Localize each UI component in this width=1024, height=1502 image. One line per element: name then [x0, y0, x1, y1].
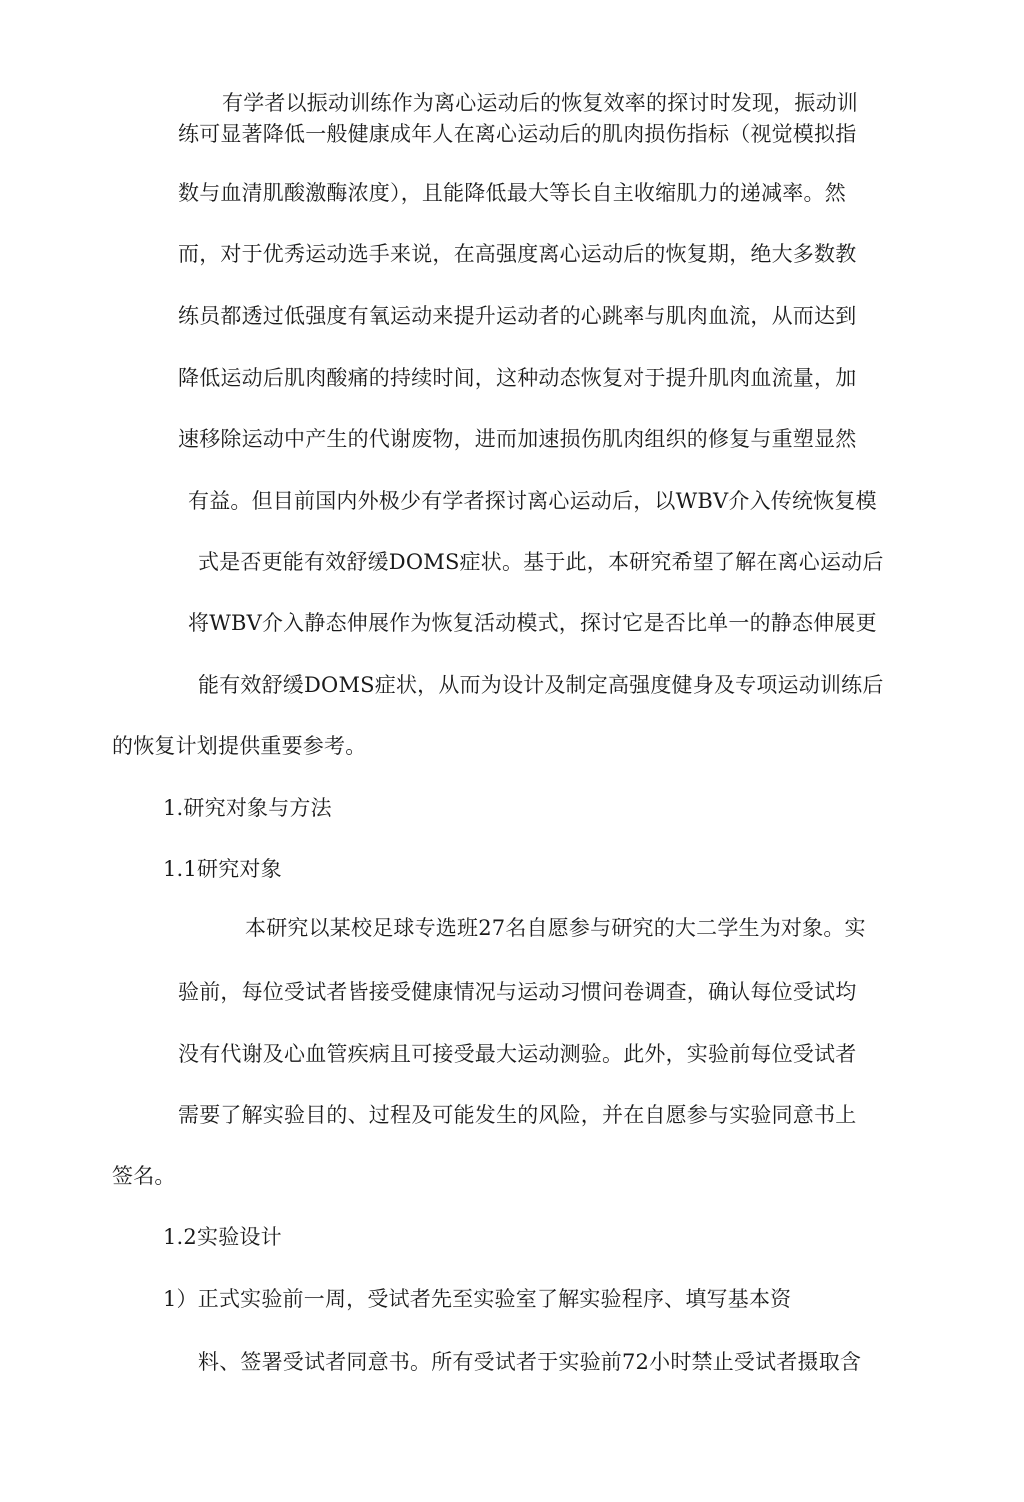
- paragraph-line: 练员都透过低强度有氧运动来提升运动者的心跳率与肌肉血流，从而达到: [178, 304, 857, 328]
- paragraph-line: 数与血清肌酸激酶浓度），且能降低最大等长自主收缩肌力的递减率。然: [178, 181, 846, 205]
- paragraph-line: 有学者以振动训练作为离心运动后的恢复效率的探讨时发现，振动训: [222, 91, 858, 115]
- paragraph-line: 的恢复计划提供重要参考。: [112, 734, 367, 758]
- paragraph-line: 式是否更能有效舒缓DOMS症状。基于此，本研究希望了解在离心运动后: [198, 550, 884, 574]
- paragraph-line: 料、签署受试者同意书。所有受试者于实验前72小时禁止受试者摄取含: [198, 1350, 862, 1374]
- section-heading: 1.2实验设计: [163, 1225, 282, 1249]
- paragraph-line: 1）正式实验前一周，受试者先至实验室了解实验程序、填写基本资: [163, 1287, 792, 1311]
- paragraph-line: 验前，每位受试者皆接受健康情况与运动习惯问卷调查，确认每位受试均: [178, 980, 857, 1004]
- paragraph-line: 本研究以某校足球专选班27名自愿参与研究的大二学生为对象。实: [245, 916, 866, 940]
- section-heading: 1.研究对象与方法: [163, 796, 332, 820]
- paragraph-line: 能有效舒缓DOMS症状，从而为设计及制定高强度健身及专项运动训练后: [198, 673, 884, 697]
- paragraph-line: 而，对于优秀运动选手来说，在高强度离心运动后的恢复期，绝大多数教: [178, 242, 857, 266]
- section-heading: 1.1研究对象: [163, 857, 282, 881]
- paragraph-line: 需要了解实验目的、过程及可能发生的风险，并在自愿参与实验同意书上: [178, 1103, 857, 1127]
- paragraph-line: 将WBV介入静态伸展作为恢复活动模式，探讨它是否比单一的静态伸展更: [188, 611, 877, 635]
- paragraph-line: 练可显著降低一般健康成年人在离心运动后的肌肉损伤指标（视觉模拟指: [178, 122, 857, 146]
- paragraph-line: 速移除运动中产生的代谢废物，进而加速损伤肌肉组织的修复与重塑显然: [178, 427, 857, 451]
- paragraph-line: 没有代谢及心血管疾病且可接受最大运动测验。此外，实验前每位受试者: [178, 1042, 857, 1066]
- paragraph-line: 降低运动后肌肉酸痛的持续时间，这种动态恢复对于提升肌肉血流量，加: [178, 366, 857, 390]
- paragraph-line: 有益。但目前国内外极少有学者探讨离心运动后，以WBV介入传统恢复模: [188, 489, 877, 513]
- paragraph-line: 签名。: [112, 1164, 176, 1188]
